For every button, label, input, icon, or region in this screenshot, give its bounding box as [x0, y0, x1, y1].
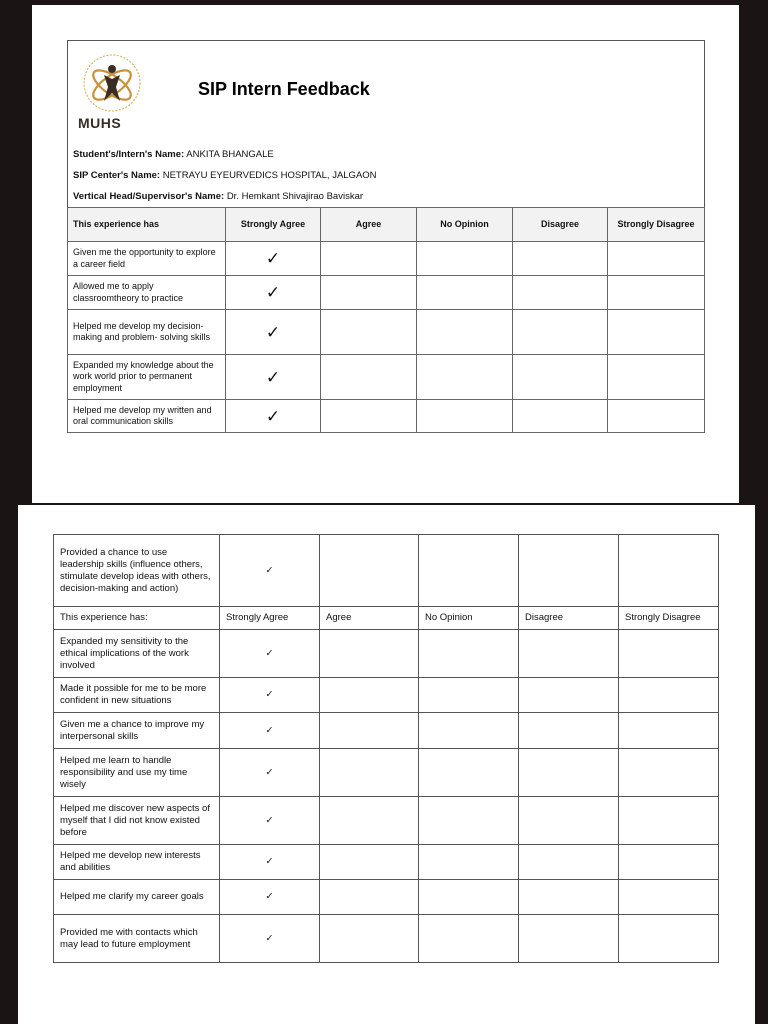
- rating-cell: [419, 713, 519, 749]
- rating-cell: [417, 355, 513, 400]
- statement-cell: Helped me develop my written and oral communication skills: [68, 400, 226, 433]
- rating-cell: [619, 797, 719, 845]
- rating-cell: [321, 355, 417, 400]
- rating-cell: [619, 845, 719, 880]
- statement-cell: Made it possible for me to be more confident in new situations: [54, 678, 220, 713]
- rating-cell: [320, 630, 419, 678]
- rating-cell: [608, 355, 705, 400]
- rating-cell: [513, 400, 608, 433]
- rating-cell: [619, 915, 719, 963]
- rating-cell: [619, 749, 719, 797]
- form-title: SIP Intern Feedback: [198, 79, 370, 99]
- rating-cell: ✓: [220, 797, 320, 845]
- table-row: [54, 678, 719, 713]
- rating-cell: [320, 535, 419, 607]
- rating-cell: ✓: [226, 242, 321, 276]
- rating-cell: [320, 713, 419, 749]
- rating-cell: [608, 242, 705, 276]
- column-header: Strongly Agree: [226, 208, 321, 242]
- center-name-line: [68, 165, 704, 186]
- rating-cell: [519, 630, 619, 678]
- student-name-value: ANKITA BHANGALE: [186, 149, 274, 160]
- rating-cell: [320, 880, 419, 915]
- rating-cell: [519, 535, 619, 607]
- statement-cell: Helped me learn to handle responsibility and use my time wisely: [54, 749, 220, 797]
- table-row: [54, 535, 719, 607]
- table-row: [54, 749, 719, 797]
- statement-cell: Given me the opportunity to explore a career field: [68, 242, 226, 276]
- column-header: Strongly Disagree: [619, 607, 719, 630]
- logo-text: MUHS: [78, 115, 122, 131]
- statement-cell: Expanded my sensitivity to the ethical implications of the work involved: [54, 630, 220, 678]
- table-header-row: [68, 208, 705, 242]
- column-header: Agree: [320, 607, 419, 630]
- statement-cell: Expanded my knowledge about the work world prior to permanent employment: [68, 355, 226, 400]
- rating-cell: ✓: [226, 355, 321, 400]
- statement-cell: Given me a chance to improve my interpersonal skills: [54, 713, 220, 749]
- rating-cell: [513, 276, 608, 310]
- column-header: Strongly Disagree: [608, 208, 705, 242]
- statement-cell: Helped me clarify my career goals: [54, 880, 220, 915]
- rating-cell: ✓: [226, 310, 321, 355]
- rating-cell: ✓: [226, 276, 321, 310]
- form-header: [68, 41, 704, 144]
- center-name-label: SIP Center's Name:: [73, 170, 161, 181]
- rating-cell: [608, 276, 705, 310]
- supervisor-name-value: Dr. Hemkant Shivajirao Baviskar: [226, 191, 364, 202]
- rating-cell: [419, 535, 519, 607]
- column-header: This experience has: [68, 208, 226, 242]
- statement-cell: Provided a chance to use leadership skills (influence others, stimulate develop ideas with others, decision-making and action): [54, 535, 220, 607]
- table-row: [68, 310, 705, 355]
- document-page-2: [18, 505, 755, 1024]
- supervisor-name-label: Vertical Head/Supervisor's Name:: [73, 191, 225, 202]
- rating-cell: ✓: [220, 535, 320, 607]
- column-header: Disagree: [519, 607, 619, 630]
- rating-cell: [619, 535, 719, 607]
- rating-cell: [619, 880, 719, 915]
- rating-cell: [419, 630, 519, 678]
- column-header: This experience has:: [54, 607, 220, 630]
- rating-cell: ✓: [226, 400, 321, 433]
- table-row: [68, 355, 705, 400]
- rating-cell: [519, 880, 619, 915]
- rating-cell: [417, 242, 513, 276]
- rating-cell: [519, 749, 619, 797]
- rating-cell: [419, 797, 519, 845]
- rating-cell: [321, 276, 417, 310]
- rating-cell: [519, 915, 619, 963]
- rating-cell: [419, 678, 519, 713]
- rating-cell: [519, 797, 619, 845]
- student-name-line: [68, 144, 704, 165]
- supervisor-name-line: [68, 186, 704, 207]
- rating-cell: [608, 310, 705, 355]
- column-header: Strongly Agree: [220, 607, 320, 630]
- column-header: Agree: [321, 208, 417, 242]
- table-row: [54, 915, 719, 963]
- rating-cell: ✓: [220, 713, 320, 749]
- rating-cell: ✓: [220, 749, 320, 797]
- rating-cell: [419, 845, 519, 880]
- rating-cell: [321, 400, 417, 433]
- statement-cell: Provided me with contacts which may lead to future employment: [54, 915, 220, 963]
- rating-cell: [419, 880, 519, 915]
- rating-cell: [519, 713, 619, 749]
- student-name-label: Student's/Intern's Name:: [73, 149, 185, 160]
- feedback-form-part-1: [67, 40, 705, 433]
- table-header-row: [54, 607, 719, 630]
- rating-cell: [417, 310, 513, 355]
- table-row: [68, 276, 705, 310]
- statement-cell: Helped me develop my decision-making and problem- solving skills: [68, 310, 226, 355]
- column-header: No Opinion: [417, 208, 513, 242]
- rating-cell: ✓: [220, 630, 320, 678]
- rating-cell: [513, 355, 608, 400]
- rating-cell: [519, 845, 619, 880]
- document-page-1: [32, 5, 739, 503]
- rating-cell: ✓: [220, 678, 320, 713]
- table-row: [68, 242, 705, 276]
- rating-cell: [320, 749, 419, 797]
- rating-cell: ✓: [220, 880, 320, 915]
- statement-cell: Helped me develop new interests and abilities: [54, 845, 220, 880]
- table-row: [54, 845, 719, 880]
- statement-cell: Allowed me to apply classroomtheory to practice: [68, 276, 226, 310]
- rating-cell: [320, 845, 419, 880]
- statement-cell: Helped me discover new aspects of myself that I did not know existed before: [54, 797, 220, 845]
- table-row: [54, 713, 719, 749]
- rating-cell: [417, 400, 513, 433]
- table-row: [54, 630, 719, 678]
- rating-cell: [417, 276, 513, 310]
- rating-cell: [419, 915, 519, 963]
- rating-cell: [513, 310, 608, 355]
- table-row: [54, 880, 719, 915]
- rating-cell: [419, 749, 519, 797]
- rating-cell: [513, 242, 608, 276]
- rating-cell: [321, 310, 417, 355]
- rating-cell: [619, 678, 719, 713]
- rating-cell: [320, 678, 419, 713]
- rating-cell: ✓: [220, 915, 320, 963]
- rating-cell: [320, 797, 419, 845]
- rating-cell: [320, 915, 419, 963]
- feedback-table-2: [53, 534, 719, 963]
- table-row: [68, 400, 705, 433]
- column-header: Disagree: [513, 208, 608, 242]
- column-header: No Opinion: [419, 607, 519, 630]
- table-row: [54, 797, 719, 845]
- rating-cell: ✓: [220, 845, 320, 880]
- rating-cell: [321, 242, 417, 276]
- rating-cell: [608, 400, 705, 433]
- feedback-table-1: [67, 207, 705, 433]
- rating-cell: [619, 630, 719, 678]
- center-name-value: NETRAYU EYEURVEDICS HOSPITAL, JALGAON: [162, 170, 377, 181]
- feedback-form-part-2: [53, 534, 719, 963]
- rating-cell: [519, 678, 619, 713]
- rating-cell: [619, 713, 719, 749]
